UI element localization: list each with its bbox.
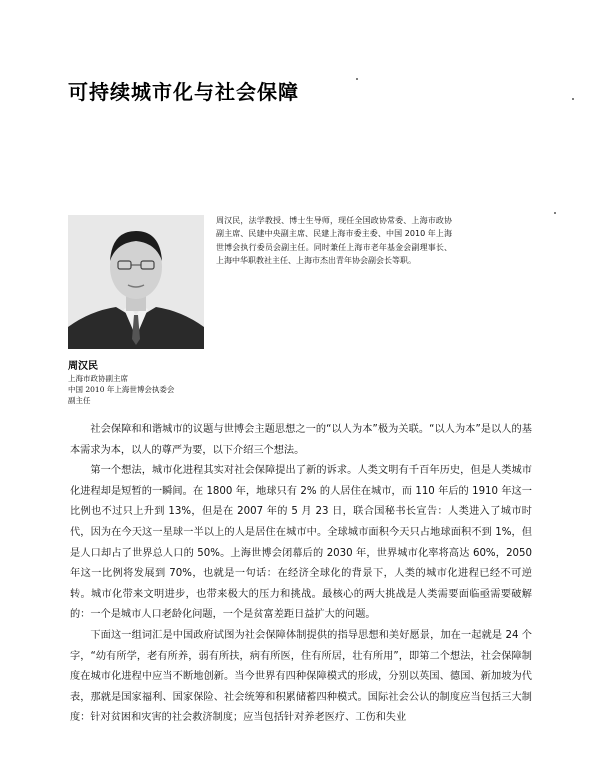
author-role-line: 上海市政协副主席 — [68, 374, 128, 383]
body-paragraph: 第一个想法，城市化进程其实对社会保障提出了新的诉求。人类文明有千百年历史，但是人类城市化进程却是短暂的一瞬间。在 1800 年，地球只有 2% 的人居住在城市，而 110 年后的 1910 年这一比例也不过只上升到 13%，但是在 2007 年的 5 月 23 日，联合国秘书长宣告：人类进入了城市时代，因为在今天这一星球一半以上的人是居住在城市中。全球城市面积今天只占地球面积不到 1%，但是人口却占了世界总人口的 50%。上海世博会闭幕后的 2030 年，世界城市化率将高达 60%，2050 年这一比例将发展到 70%，也就是一句话：在经济全球化的背景下，人类的城市化进程已经不可逆转。城市化带来文明进步，也带来极大的压力和挑战。最核心的两大挑战是人类需要面临亟需要破解的：一个是城市人口老龄化问题，一个是贫富差距日益扩大的问题。 — [70, 465, 532, 621]
article-body — [70, 420, 532, 729]
article-title: 可持续城市化与社会保障 — [68, 80, 299, 104]
author-name: 周汉民 — [68, 361, 98, 372]
author-role-line: 中国 2010 年上海世博会执委会 — [68, 385, 175, 394]
scan-speck — [356, 78, 358, 80]
body-paragraph: 下面这一组词汇是中国政府试图为社会保障体制提供的指导思想和美好愿景，加在一起就是 24 个字，“幼有所学，老有所养，弱有所扶，病有所医，住有所居，壮有所用”，即第二个想法，社会保障制度在城市化进程中应当不断地创新。当今世界有四种保障模式的形成，分别以英国、德国、新加坡为代表，那就是国家福利、国家保险、社会统筹和积累储蓄四种模式。国际社会公认的制度应当包括三大制度：针对贫困和灾害的社会救济制度；应当包括针对养老医疗、工伤和失业 — [70, 629, 532, 724]
author-role-line: 副主任 — [68, 396, 91, 405]
author-bio: 周汉民，法学教授、博士生导师，现任全国政协常委、上海市政协副主席、民建中央副主席、民建上海市委主委、中国 2010 年上海世博会执行委员会副主任。同时兼任上海市老年基金会副理事长、上海中华职教社主任、上海市杰出青年协会副会长等职。 — [216, 216, 452, 266]
portrait-photo-icon — [68, 215, 204, 349]
scan-speck — [554, 212, 556, 214]
author-photo — [68, 215, 204, 349]
body-paragraph: 社会保障和和谐城市的议题与世博会主题思想之一的“以人为本”极为关联。“以人为本”是以人的基本需求为本，以人的尊严为要，以下介绍三个想法。 — [70, 424, 532, 456]
scan-speck — [572, 98, 574, 100]
author-roles — [68, 373, 228, 406]
